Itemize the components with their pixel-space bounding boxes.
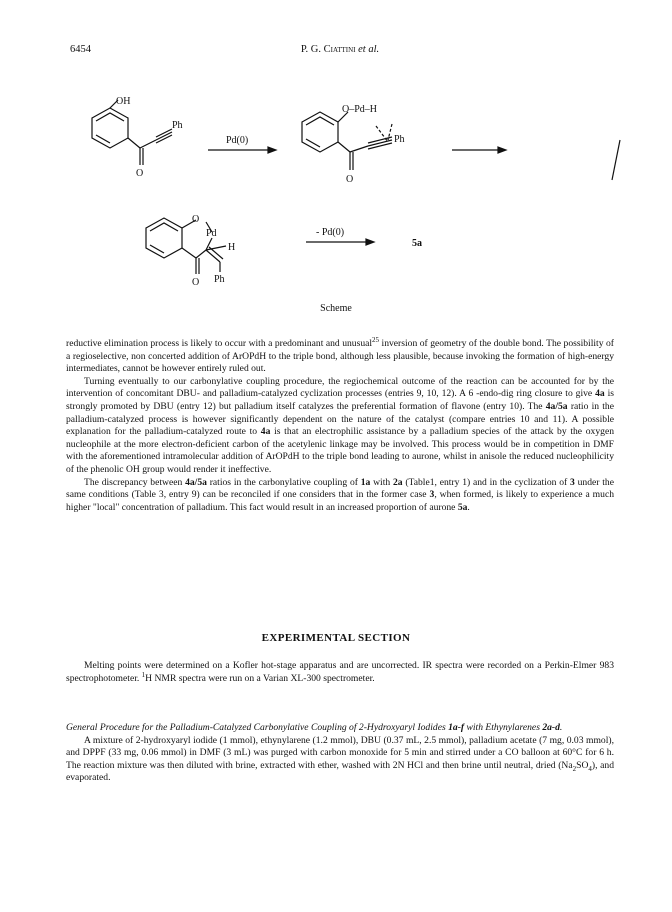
- procedure-heading: General Procedure for the Palladium-Catalyzed Carbonylative Coupling of 2-Hydroxyaryl Iodides 1a-f with Ethynylarenes 2a-d.: [66, 722, 563, 733]
- label-o-1: O: [136, 168, 144, 179]
- section-title: EXPERIMENTAL SECTION: [261, 632, 411, 644]
- benzene-ring-2: [302, 112, 338, 152]
- experimental-text: [66, 660, 614, 685]
- experimental-paragraph-1: Melting points were determined on a Kofler hot-stage apparatus and are uncorrected. IR spectra were recorded on a Perkin-Elmer 983 spectrophotometer. $^1$H NMR spectra were run on a Varian XL-300 spectrometer.: [66, 660, 614, 684]
- general-procedure: [66, 722, 614, 785]
- et-al: et al.: [358, 44, 380, 55]
- reagent-minus-pd0: - Pd(0): [316, 227, 345, 238]
- label-oh: OH: [116, 96, 131, 107]
- reagent-pd0: Pd(0): [226, 135, 249, 146]
- paragraph-1: reductive elimination process is likely to occur with a predominant and unusual$^{25}$ inversion of geometry of the double bond. The possibility of a regioselective, non concerted addition of ArOPdH to the triple bond, although less plausible, because invoking the formation of high-energy intermediates, cannot be however entirely ruled out.: [66, 335, 614, 375]
- label-ph-1: Ph: [172, 120, 183, 131]
- paragraph-2: Turning eventually to our carbonylative coupling procedure, the regiochemical outcome of the reaction can be accounted for by the intervention of concomitant DBU- and palladium-catalyzed cyclization processes (entries 9, 10, 12). A 6 -endo-dig ring closure to give 4a is strongly promoted by DBU (entry 12) but palladium itself catalyzes the preferential formation of flavone (entry 10). The 4a/5a ratio in the palladium-catalyzed process is however significantly dependent on the nature of the catalyst (compare entries 10 and 11). A possible explanation for the palladium-catalyzed route to 4a is that an electrophilic assistance by a palladium species of the attack by the oxygen nucleophile at the more electron-deficient carbon of the acetylenic linkage may be involved. This process would be in competition in DMF with the aforementioned intramolecular addition of ArOPdH to the triple bond leading to aurone, whilst in anisole the reduced nucleophilicity of the phenolic OH group would render it ineffective.: [66, 375, 614, 475]
- scheme-caption: Scheme: [320, 303, 352, 314]
- label-ph-3: Ph: [214, 274, 225, 285]
- scheme-drawing: [0, 0, 672, 320]
- author-name: P. G. Ciattini: [300, 44, 356, 55]
- label-pd: Pd: [206, 228, 217, 239]
- product-label: 5a: [412, 238, 422, 249]
- label-h: H: [228, 242, 236, 253]
- procedure-text: A mixture of 2-hydroxyaryl iodide (1 mmol), ethynylarene (1.2 mmol), DBU (0.37 mL, 2.5 mmol), palladium acetate (7 mg, 0.03 mmol), and DPPF (33 mg, 0.06 mmol) in DMF (3 mL) was purged with carbon monoxide for 5 min and stirred under a CO balloon at 60°C for 6 h. The reaction mixture was then diluted with brine, extracted with ether, washed with 2N HCl and then brine until neutral, dried $(Na_2SO_4)$, and evaporated.: [66, 734, 615, 784]
- reaction-scheme: [0, 0, 672, 320]
- label-ring-o: O: [192, 214, 200, 225]
- benzene-ring-3: [146, 218, 182, 258]
- label-ph-2: Ph: [394, 134, 405, 145]
- label-o-2: O: [346, 174, 354, 185]
- label-opdh: O–Pd–H: [342, 104, 378, 115]
- paragraph-3: The discrepancy between 4a/5a ratios in the carbonylative coupling of 1a with 2a (Table1, entry 1) and in the cyclization of 3 under the same conditions (Table 3, entry 9) can be reconciled if one considers that in the former case 3, when formed, is likely to experience a much higher "local" concentration of palladium. This fact would result in an increased proportion of aurone 5a.: [66, 476, 614, 513]
- benzene-ring-1: [92, 108, 128, 148]
- label-o-3: O: [192, 277, 200, 288]
- discussion-text: [66, 335, 614, 514]
- page-number: 6454: [70, 44, 91, 55]
